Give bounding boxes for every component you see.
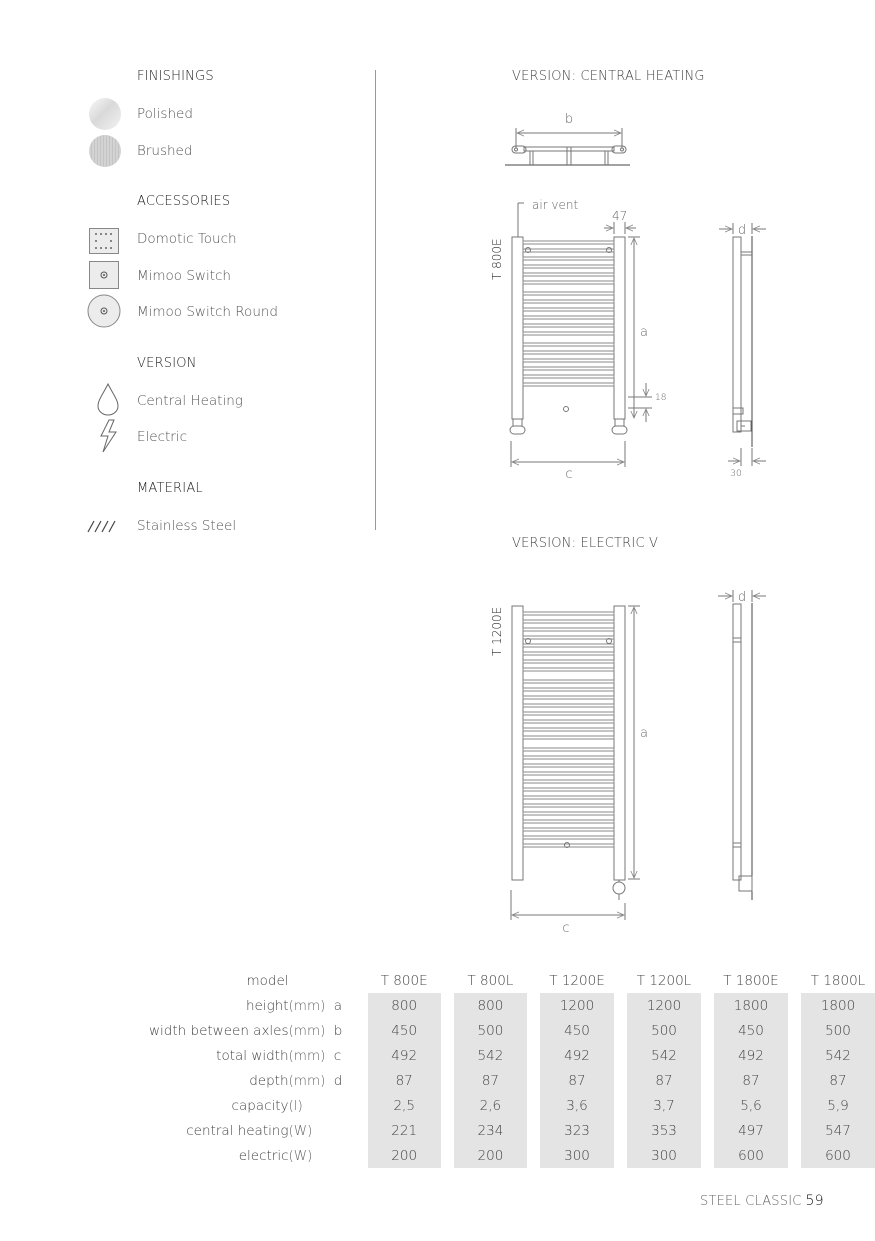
air-vent-label: air vent — [532, 198, 579, 212]
radiator-rung — [523, 359, 614, 362]
central-top-view — [505, 128, 630, 165]
radiator-rung — [523, 796, 614, 799]
model-column-header: T 1200E — [527, 968, 614, 993]
table-cell: 450 — [701, 1018, 788, 1043]
radiator-rung — [523, 696, 614, 699]
model-t1200e-label: T 1200E — [490, 606, 504, 656]
table-cell: 2,6 — [441, 1093, 527, 1118]
radiator-rung — [523, 836, 614, 839]
row-axis — [334, 1143, 355, 1168]
table-cell: 87 — [788, 1068, 875, 1093]
model-column-header: T 1200L — [614, 968, 701, 993]
dim-d-label: d — [737, 223, 747, 238]
row-unit: (mm) — [288, 1047, 326, 1064]
row-label: depth — [249, 1072, 289, 1089]
model-header-label: model — [246, 972, 289, 989]
radiator-rung — [523, 756, 614, 759]
radiator-rung — [523, 375, 614, 378]
radiator-rung — [523, 736, 614, 739]
radiator-rung — [523, 324, 614, 327]
row-axis: a — [333, 997, 342, 1014]
table-cell: 353 — [614, 1118, 701, 1143]
electric-dim-c-label: c — [562, 921, 570, 936]
material-stainless-steel-label: Stainless Steel — [137, 518, 237, 534]
radiator-rung — [523, 644, 614, 647]
radiator-rung — [523, 636, 614, 639]
table-cell: 542 — [614, 1043, 701, 1068]
radiator-rung — [523, 612, 614, 615]
model-column-header: T 1800L — [788, 968, 875, 993]
table-row — [110, 1118, 875, 1143]
radiator-rung — [523, 249, 614, 252]
table-cell: 5,9 — [788, 1093, 875, 1118]
radiator-rung — [523, 383, 614, 386]
table-cell: 500 — [614, 1018, 701, 1043]
row-label: width between axles — [149, 1022, 289, 1039]
radiator-rung — [523, 332, 614, 335]
row-label: height — [245, 997, 289, 1014]
finish-brushed-label: Brushed — [137, 143, 193, 159]
table-cell: 2,5 — [355, 1093, 441, 1118]
table-cell: 87 — [355, 1068, 441, 1093]
radiator-rung — [523, 780, 614, 783]
row-axis: d — [333, 1072, 343, 1089]
electric-front-view — [511, 606, 640, 920]
radiator-rung — [523, 828, 614, 831]
radiator-rung — [523, 704, 614, 707]
row-label: central heating — [186, 1122, 289, 1139]
row-label: capacity — [231, 1097, 289, 1114]
row-label: electric — [238, 1147, 289, 1164]
table-cell: 492 — [355, 1043, 441, 1068]
model-column-header: T 800L — [441, 968, 527, 993]
radiator-rung — [523, 748, 614, 751]
electric-version-title: VERSION: ELECTRIC V — [512, 536, 659, 551]
model-t800e-label: T 800E — [490, 238, 504, 280]
table-row — [110, 1068, 875, 1093]
version-central-heating-label: Central Heating — [137, 393, 243, 409]
radiator-rung — [523, 772, 614, 775]
dim-47-label: 47 — [612, 209, 628, 223]
radiator-rung — [523, 820, 614, 823]
table-cell: 1800 — [701, 993, 788, 1018]
table-cell: 492 — [701, 1043, 788, 1068]
table-cell: 300 — [527, 1143, 614, 1168]
version-electric-label: Electric — [137, 429, 188, 445]
row-axis — [334, 1093, 355, 1118]
row-label: total width — [216, 1047, 289, 1064]
table-cell: 323 — [527, 1118, 614, 1143]
radiator-rung — [523, 300, 614, 303]
table-cell: 497 — [701, 1118, 788, 1143]
table-cell: 450 — [527, 1018, 614, 1043]
accessory-mimoo-switch-round-label: Mimoo Switch Round — [137, 304, 278, 320]
row-unit: (W) — [288, 1147, 313, 1164]
radiator-rung — [523, 788, 614, 791]
row-unit: (l) — [288, 1097, 303, 1114]
table-row — [110, 1043, 875, 1068]
radiator-rung — [523, 316, 614, 319]
radiator-rung — [523, 688, 614, 691]
radiator-rung — [523, 804, 614, 807]
row-axis: c — [333, 1047, 342, 1064]
radiator-rung — [523, 652, 614, 655]
radiator-rung — [523, 257, 614, 260]
radiator-rung — [523, 620, 614, 623]
finishings-title: FINISHINGS — [137, 69, 214, 84]
radiator-rung — [523, 680, 614, 683]
table-cell: 87 — [527, 1068, 614, 1093]
radiator-rung — [523, 308, 614, 311]
radiator-rung — [523, 712, 614, 715]
table-cell: 300 — [614, 1143, 701, 1168]
table-cell: 547 — [788, 1118, 875, 1143]
radiator-rung — [523, 241, 614, 244]
table-cell: 1200 — [527, 993, 614, 1018]
finish-polished-label: Polished — [137, 106, 193, 122]
specs-table — [110, 968, 875, 1168]
page-footer — [700, 1193, 824, 1209]
table-cell: 200 — [441, 1143, 527, 1168]
radiator-rung — [523, 628, 614, 631]
electric-dim-d-label: d — [737, 590, 747, 605]
table-cell: 542 — [788, 1043, 875, 1068]
table-cell: 800 — [355, 993, 441, 1018]
radiator-rung — [523, 265, 614, 268]
radiator-rung — [523, 660, 614, 663]
table-cell: 234 — [441, 1118, 527, 1143]
table-cell: 200 — [355, 1143, 441, 1168]
radiator-rung — [523, 351, 614, 354]
row-unit: (W) — [288, 1122, 313, 1139]
radiator-rung — [523, 668, 614, 671]
row-unit: (mm) — [288, 1072, 326, 1089]
table-row — [110, 1143, 875, 1168]
central-side-view — [719, 223, 766, 466]
dim-c-label: c — [565, 467, 573, 482]
table-cell: 5,6 — [701, 1093, 788, 1118]
accessory-mimoo-switch-label: Mimoo Switch — [137, 268, 231, 284]
material-title: MATERIAL — [137, 481, 203, 496]
radiator-rung — [523, 812, 614, 815]
table-cell: 87 — [441, 1068, 527, 1093]
central-heating-version-title: VERSION: CENTRAL HEATING — [512, 69, 705, 84]
table-cell: 600 — [788, 1143, 875, 1168]
radiator-rung — [523, 273, 614, 276]
table-cell: 500 — [788, 1018, 875, 1043]
electric-dim-a-label: a — [640, 726, 648, 741]
radiator-rung — [523, 292, 614, 295]
row-axis — [334, 1118, 355, 1143]
footer-section-label: STEEL CLASSIC — [700, 1194, 802, 1209]
table-cell: 492 — [527, 1043, 614, 1068]
table-cell: 87 — [614, 1068, 701, 1093]
table-cell: 542 — [441, 1043, 527, 1068]
radiator-rung — [523, 281, 614, 284]
table-cell: 87 — [701, 1068, 788, 1093]
table-cell: 1200 — [614, 993, 701, 1018]
table-cell: 221 — [355, 1118, 441, 1143]
table-row — [110, 1093, 875, 1118]
table-cell: 800 — [441, 993, 527, 1018]
dim-a-label: a — [640, 325, 648, 340]
table-cell: 1800 — [788, 993, 875, 1018]
row-axis: b — [333, 1022, 343, 1039]
row-unit: (mm) — [288, 997, 326, 1014]
radiator-rung — [523, 367, 614, 370]
table-cell: 500 — [441, 1018, 527, 1043]
table-cell: 3,6 — [527, 1093, 614, 1118]
page-number: 59 — [805, 1193, 824, 1209]
row-unit: (mm) — [288, 1022, 326, 1039]
accessories-title: ACCESSORIES — [137, 194, 231, 209]
dim-30-label: 30 — [730, 469, 742, 479]
radiator-rung — [523, 728, 614, 731]
table-row — [110, 993, 875, 1018]
table-row — [110, 1018, 875, 1043]
table-cell: 3,7 — [614, 1093, 701, 1118]
version-title: VERSION — [137, 356, 197, 371]
table-cell: 600 — [701, 1143, 788, 1168]
table-cell: 450 — [355, 1018, 441, 1043]
model-column-header: T 800E — [355, 968, 441, 993]
radiator-rung — [523, 343, 614, 346]
electric-side-view — [718, 590, 766, 900]
table-header-row — [110, 968, 875, 993]
radiator-rung — [523, 720, 614, 723]
model-column-header: T 1800E — [701, 968, 788, 993]
radiator-rung — [523, 764, 614, 767]
accessory-domotic-touch-label: Domotic Touch — [137, 231, 237, 247]
dim-b-label: b — [564, 112, 574, 127]
central-front-view — [510, 203, 652, 467]
dim-18-label: 18 — [655, 393, 667, 403]
